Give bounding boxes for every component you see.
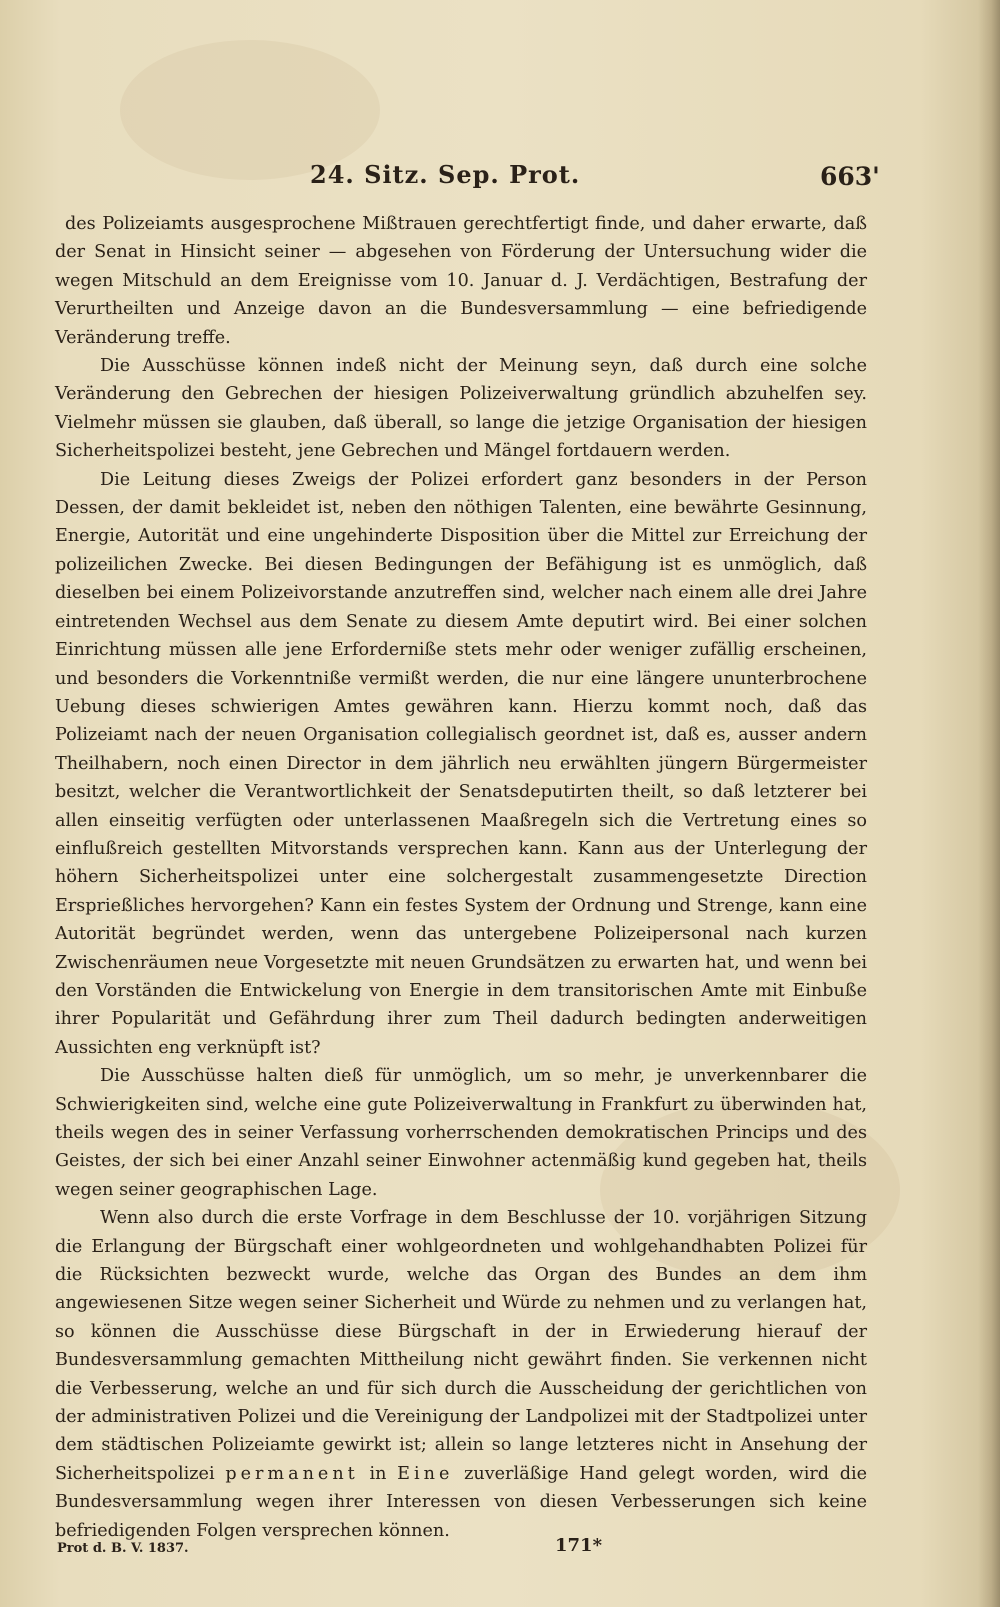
paragraph-text: in xyxy=(369,1463,387,1484)
running-head: 24. Sitz. Sep. Prot. xyxy=(310,160,581,189)
paper-stain xyxy=(120,40,380,180)
paragraph-text: zuverläßige Hand gelegt worden, wird die Bundesversammlung wegen ihrer Interessen von diesen Verbesserungen sich keine befriedigenden Folgen versprechen können. xyxy=(55,1463,868,1541)
emphasized-text: permanent xyxy=(225,1463,359,1484)
page-header xyxy=(0,160,1000,200)
page-number: 663' xyxy=(820,162,880,191)
paragraph: Die Ausschüsse können indeß nicht der Meinung seyn, daß durch eine solche Veränderung den Gebrechen der hiesigen Polizeiverwaltung gründlich abzuhelfen sey. Vielmehr müssen sie glauben, daß überall, so lange die jetzige Organisation der hiesigen Sicherheitspolizei besteht, jene Gebrechen und Mängel fortdauern werden. xyxy=(55,356,867,462)
paragraph xyxy=(55,1204,867,1545)
footer-sheet-number: 171* xyxy=(555,1535,602,1556)
page-footer xyxy=(0,1535,1000,1565)
footer-signature: Prot d. B. V. 1837. xyxy=(57,1541,189,1556)
page-edge-shadow xyxy=(978,0,1000,1607)
paragraph: Die Leitung dieses Zweigs der Polizei erfordert ganz besonders in der Person Dessen, der damit bekleidet ist, neben den nöthigen Talenten, eine bewährte Gesinnung, Energie, Autorität und eine ungehinderte Disposition über die Mittel zur Erreichung der polizeilichen Zwecke. Bei diesen Bedingungen der Befähigung ist es unmöglich, daß dieselben bei einem Polizeivorstande anzutreffen sind, welcher nach einem alle drei Jahre eintretenden Wechsel aus dem Senate zu diesem Amte deputirt wird. Bei einer solchen Einrichtung müssen alle jene Erforderniße stets mehr oder weniger zufällig erscheinen, und besonders die Vorkenntniße vermißt werden, die nur eine längere ununterbrochene Uebung dieses schwierigen Amtes gewähren kann. Hierzu kommt noch, daß das Polizeiamt nach der neuen Organisation collegialisch geordnet ist, daß es, ausser andern Theilhabern, noch einen Director in dem jährlich neu erwählten jüngern Bürgermeister besitzt, welcher die Verantwortlichkeit der Senatsdeputirten theilt, so daß letzterer bei allen einseitig verfügten oder unterlassenen Maaßregeln sich die Vertretung eines so einflußreich gestellten Mitvorstands versprechen kann. Kann aus der Unterlegung der höhern Sicherheitspolizei unter eine solchergestalt zusammengesetzte Direction Ersprießliches hervorgehen? Kann ein festes System der Ordnung und Strenge, kann eine Autorität begründet werden, wenn das untergebene Polizeipersonal nach kurzen Zwischenräumen neue Vorgesetzte mit neuen Grundsätzen zu erwarten hat, und wenn bei den Vorständen die Entwickelung von Energie in dem transitorischen Amte mit Einbuße ihrer Popularität und Gefährdung ihrer zum Theil dadurch bedingten anderweitigen Aussichten eng verknüpft ist? xyxy=(55,469,867,1058)
paragraph-text: Wenn also durch die erste Vorfrage in dem Beschlusse der 10. vorjährigen Sitzung die Erlangung der Bürgschaft einer wohlgeordneten und wohlgehandhabten Polizei für die Rücksichten bezweckt wurde, welche das Organ des Bundes an dem ihm angewiesenen Sitze wegen seiner Sicherheit und Würde zu nehmen und zu verlangen hat, so können die Ausschüsse diese Bürgschaft in der in Erwiederung hierauf der Bundesversammlung gemachten Mittheilung nicht gewährt finden. Sie verkennen nicht die Verbesserung, welche an und für sich durch die Ausscheidung der gerichtlichen von der administrativen Polizei und die Vereinigung der Landpolizei mit der Stadtpolizei unter dem städtischen Polizeiamte gewirkt ist; allein so lange letzteres nicht in Ansehung der Sicherheitspolizei xyxy=(55,1208,867,1484)
paragraph: Die Ausschüsse halten dieß für unmöglich, um so mehr, je unverkennbarer die Schwierigkeiten sind, welche eine gute Polizeiverwaltung in Frankfurt zu überwinden hat, theils wegen des in seiner Verfassung vorherrschenden demokratischen Princips und des Geistes, der sich bei einer Anzahl seiner Einwohner actenmäßig kund gegeben hat, theils wegen seiner geographischen Lage. xyxy=(55,1066,867,1200)
paragraph: des Polizeiamts ausgesprochene Mißtrauen gerechtfertigt finde, und daher erwarte, daß der Senat in Hinsicht seiner — abgesehen von Förderung der Untersuchung wider die wegen Mitschuld an dem Ereignisse vom 10. Januar d. J. Verdächtigen, Bestrafung der Verurtheilten und Anzeige davon an die Bundesversammlung — eine befriedigende Veränderung treffe. xyxy=(55,214,867,348)
body-text xyxy=(55,210,867,1545)
emphasized-text: Eine xyxy=(397,1463,454,1484)
